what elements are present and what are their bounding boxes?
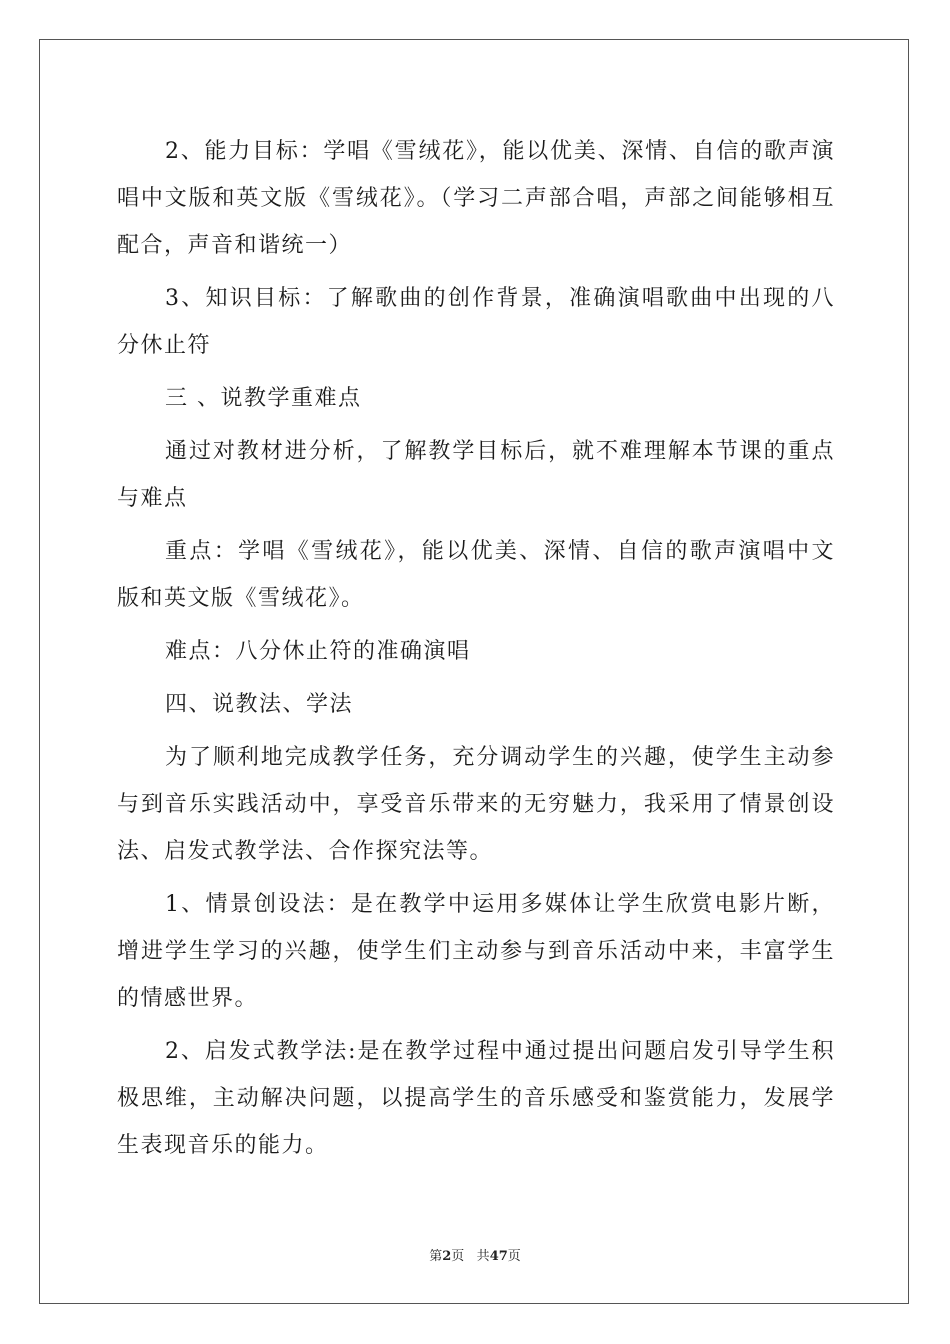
heading-teaching-methods: 四、说教法、学法 — [165, 692, 354, 717]
footer-page-prefix: 第 — [429, 1249, 443, 1264]
page-footer — [0, 1245, 950, 1264]
paragraph-heuristic-method: 2、启发式教学法:是在教学过程中通过提出问题启发引导学生积极思维，主动解决问题，以提高学生的音乐感受和鉴赏能力，发展学生表现音乐的能力。 — [117, 1039, 835, 1158]
paragraph-key-point: 重点：学唱《雪绒花》，能以优美、深情、自信的歌声演唱中文版和英文版《雪绒花》。 — [117, 539, 835, 611]
paragraph-methods-intro: 为了顺利地完成教学任务，充分调动学生的兴趣，使学生主动参与到音乐实践活动中，享受音乐带来的无穷魅力，我采用了情景创设法、启发式教学法、合作探究法等。 — [117, 745, 835, 864]
paragraph-ability-goal: 2、能力目标：学唱《雪绒花》，能以优美、深情、自信的歌声演唱中文版和英文版《雪绒花》。（学习二声部合唱，声部之间能够相互配合，声音和谐统一） — [117, 139, 835, 258]
footer-total-pages: 47 — [489, 1249, 508, 1264]
paragraph-analysis: 通过对教材进分析，了解教学目标后，就不难理解本节课的重点与难点 — [117, 439, 835, 511]
paragraph-difficulty: 难点：八分休止符的准确演唱 — [165, 639, 471, 664]
footer-current-page: 2 — [442, 1249, 452, 1264]
footer-total-suffix: 页 — [507, 1249, 521, 1264]
document-body — [117, 128, 835, 1175]
footer-total-prefix: 共 — [476, 1249, 490, 1264]
paragraph-knowledge-goal: 3、知识目标：了解歌曲的创作背景，准确演唱歌曲中出现的八分休止符 — [117, 286, 835, 358]
heading-key-difficulties: 三 、说教学重难点 — [165, 386, 362, 411]
footer-page-suffix: 页 — [451, 1249, 465, 1264]
paragraph-scenario-method: 1、情景创设法：是在教学中运用多媒体让学生欣赏电影片断，增进学生学习的兴趣，使学生们主动参与到音乐活动中来，丰富学生的情感世界。 — [117, 892, 835, 1011]
